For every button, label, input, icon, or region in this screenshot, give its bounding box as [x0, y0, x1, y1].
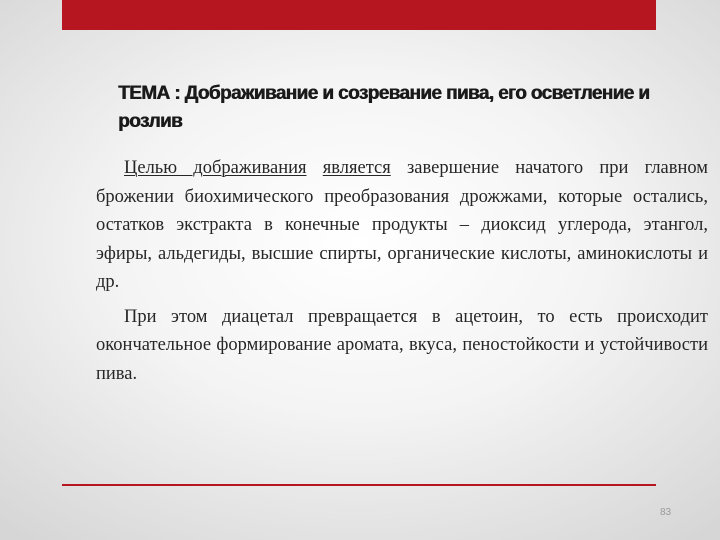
page-number: 83 — [660, 507, 672, 518]
top-accent-bar — [62, 0, 656, 30]
slide-title: ТЕМА : Дображивание и созревание пива, его осветление и розлив — [118, 83, 650, 132]
slide-body — [96, 154, 708, 388]
underlined-lead-2: является — [322, 158, 391, 178]
paragraph-1-text: завершение начатого при главном брожении биохимического преобразования дрожжами, которые остались, остатков экстракта в конечные продукты – диоксид углерода, этангол, эфиры, альдегиды, высшие спирты, органические кислоты, аминокислоты и др. — [96, 158, 709, 292]
paragraph-1 — [96, 154, 708, 297]
bottom-divider — [62, 484, 656, 486]
underlined-lead-1: Целью дображивания — [124, 158, 307, 178]
paragraph-2: При этом диацетал превращается в ацетоин, то есть происходит окончательное формирование аромата, вкуса, пеностойкости и устойчивости пива. — [96, 306, 708, 384]
lead-space — [307, 158, 323, 178]
